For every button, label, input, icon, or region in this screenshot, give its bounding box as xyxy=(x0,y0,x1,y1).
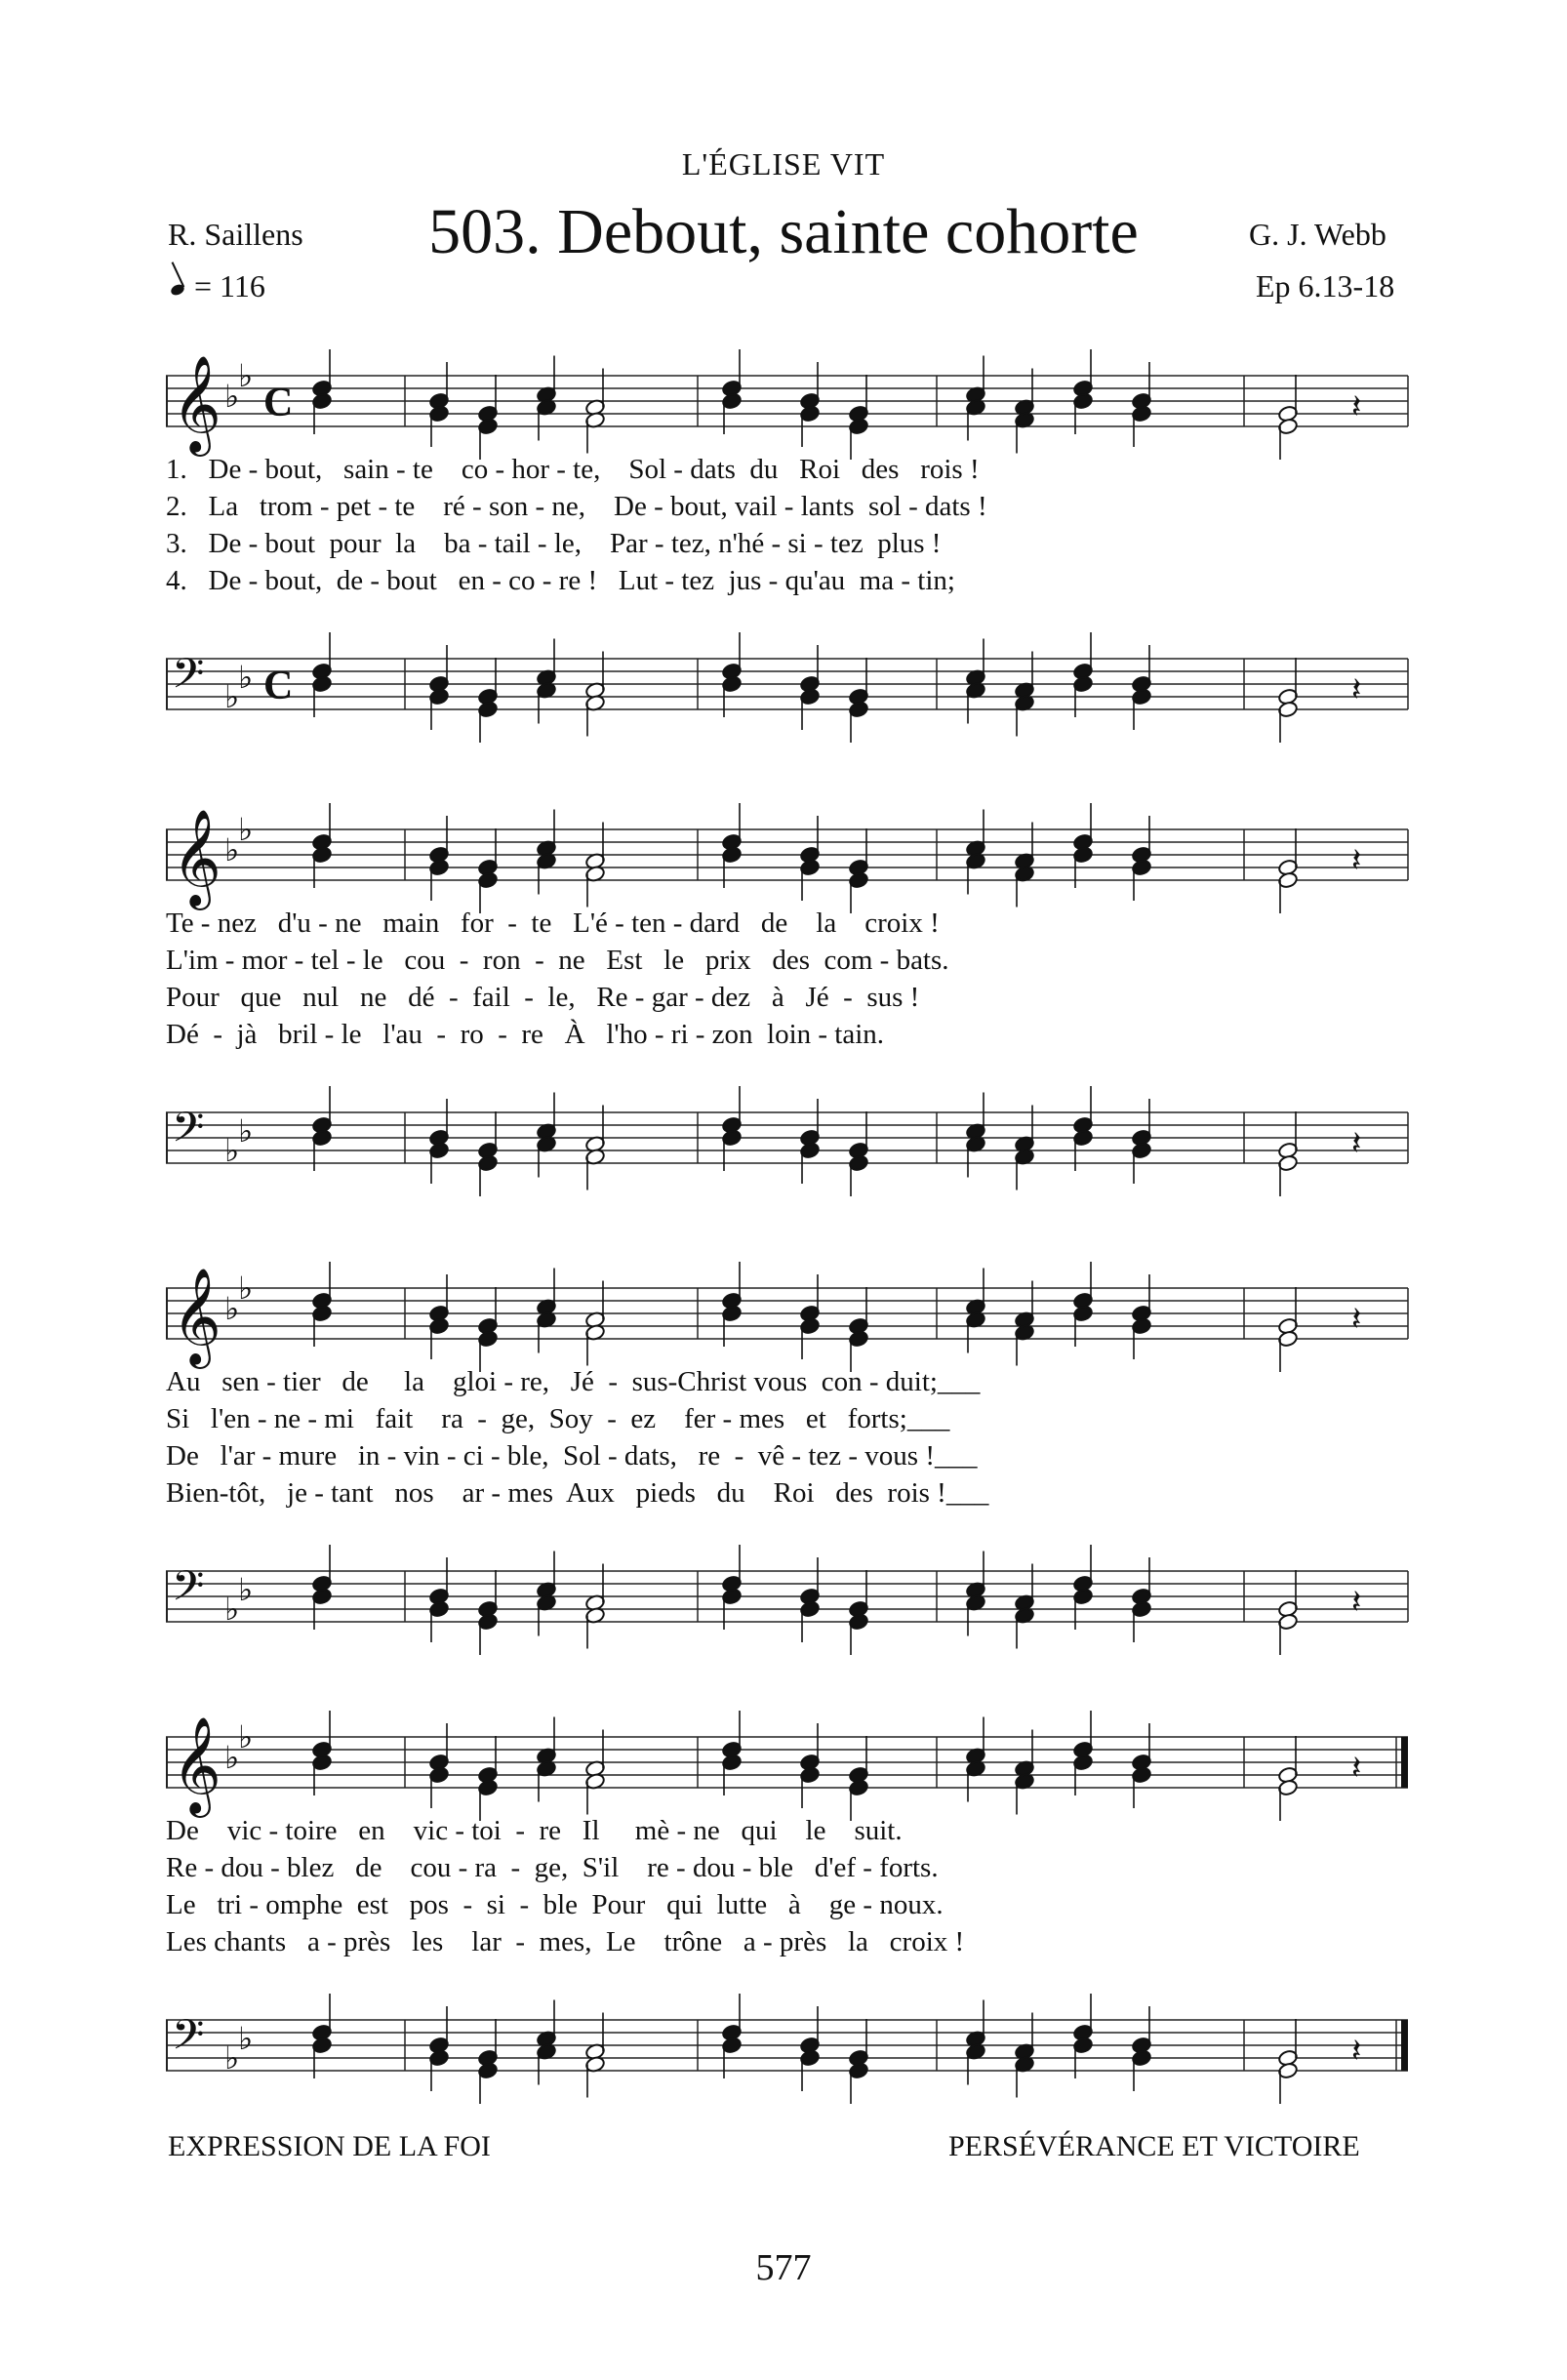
treble-clef-icon: 𝄞 xyxy=(172,809,221,907)
music-system-1 xyxy=(166,317,1410,727)
page-number: 577 xyxy=(755,2247,812,2288)
lyric-verse-2: Si l'en - ne - mi fait ra - ge, Soy - ez fer - mes et forts;___ xyxy=(166,1403,950,1434)
lyric-verse-1: De vic - toire en vic - toi - re Il mè - ne qui le suit. xyxy=(166,1815,903,1846)
final-barline xyxy=(1401,1737,1408,1788)
time-signature: C xyxy=(263,381,294,425)
flat-icon: ♭ xyxy=(238,1571,254,1608)
quarter-rest-icon: 𝄽 xyxy=(1351,1749,1362,1788)
flat-icon: ♭ xyxy=(224,1132,240,1169)
flat-icon: ♭ xyxy=(224,2039,240,2077)
lyric-verse-3: Le tri - omphe est pos - si - ble Pour qui lutte à ge - noux. xyxy=(166,1889,944,1920)
quarter-rest-icon: 𝄽 xyxy=(1351,670,1362,709)
flat-icon: ♭ xyxy=(224,678,240,715)
flat-icon: ♭ xyxy=(224,1739,240,1776)
flat-icon: ♭ xyxy=(238,2020,254,2057)
flat-icon: ♭ xyxy=(238,1270,254,1307)
bass-staff xyxy=(166,1073,1410,1200)
lyric-verse-3: De l'ar - mure in - vin - ci - ble, Sol - dats, re - vê - tez - vous !___ xyxy=(166,1440,978,1472)
bass-clef-icon: 𝄢 xyxy=(172,650,205,708)
scripture-reference: Ep 6.13-18 xyxy=(1256,268,1395,303)
lyric-verse-4: Bien-tôt, je - tant nos ar - mes Aux pieds du Roi des rois !___ xyxy=(166,1477,989,1509)
bass-clef-icon: 𝄢 xyxy=(172,2011,205,2070)
bass-staff xyxy=(166,1981,1410,2108)
treble-clef-icon: 𝄞 xyxy=(172,1716,221,1814)
treble-staff xyxy=(166,317,1410,473)
footer-category-right: PERSÉVÉRANCE ET VICTOIRE xyxy=(948,2130,1360,2162)
section-title: L'ÉGLISE VIT xyxy=(681,146,886,182)
music-system-2 xyxy=(166,771,1410,1190)
flat-icon: ♭ xyxy=(224,1591,240,1628)
quarter-rest-icon: 𝄽 xyxy=(1351,1300,1362,1339)
treble-staff xyxy=(166,1230,1410,1386)
music-system-4 xyxy=(166,1678,1410,2108)
flat-icon: ♭ xyxy=(238,659,254,696)
flat-icon: ♭ xyxy=(224,831,240,868)
lyric-verse-2: L'im - mor - tel - le cou - ron - ne Est le prix des com - bats. xyxy=(166,945,949,976)
quarter-rest-icon: 𝄽 xyxy=(1351,387,1362,426)
treble-clef-icon: 𝄞 xyxy=(172,1268,221,1365)
quarter-note-icon xyxy=(170,283,186,298)
lyric-verse-2: 2. La trom - pet - te ré - son - ne, De - bout, vail - lants sol - dats ! xyxy=(166,491,987,522)
final-barline xyxy=(1401,2020,1408,2071)
lyric-verse-3: 3. De - bout pour la ba - tail - le, Par - tez, n'hé - si - tez plus ! xyxy=(166,528,942,559)
flat-icon: ♭ xyxy=(224,1290,240,1327)
flat-icon: ♭ xyxy=(238,1112,254,1150)
lyric-verse-4: Les chants a - près les lar - mes, Le trône a - près la croix ! xyxy=(166,1926,965,1957)
time-signature: C xyxy=(263,664,294,708)
lyric-verse-1: 1. De - bout, sain - te co - hor - te, Sol - dats du Roi des rois ! xyxy=(166,454,980,485)
bass-staff xyxy=(166,620,1410,746)
tempo-value: = 116 xyxy=(194,268,265,303)
quarter-rest-icon: 𝄽 xyxy=(1351,2032,1362,2071)
treble-staff xyxy=(166,771,1410,927)
lyric-verse-1: Au sen - tier de la gloi - re, Jé - sus-Christ vous con - duit;___ xyxy=(166,1366,981,1397)
flat-icon: ♭ xyxy=(238,1718,254,1755)
lyric-verse-1: Te - nez d'u - ne main for - te L'é - ten - dard de la croix ! xyxy=(166,908,940,939)
tempo-marking xyxy=(171,268,265,304)
treble-clef-icon: 𝄞 xyxy=(172,355,221,453)
bass-clef-icon: 𝄢 xyxy=(172,1562,205,1621)
quarter-rest-icon: 𝄽 xyxy=(1351,1583,1362,1622)
composer: G. J. Webb xyxy=(1249,217,1386,252)
bass-staff xyxy=(166,1532,1410,1659)
bass-clef-icon: 𝄢 xyxy=(172,1104,205,1162)
treble-staff xyxy=(166,1678,1410,1835)
lyric-verse-3: Pour que nul ne dé - fail - le, Re - gar - dez à Jé - sus ! xyxy=(166,982,920,1013)
flat-icon: ♭ xyxy=(238,811,254,848)
footer-category-left: EXPRESSION DE LA FOI xyxy=(168,2130,491,2162)
flat-icon: ♭ xyxy=(224,378,240,415)
lyric-verse-4: 4. De - bout, de - bout en - co - re ! Lut - tez jus - qu'au ma - tin; xyxy=(166,565,955,596)
hymn-title: 503. Debout, sainte cohorte xyxy=(428,196,1139,267)
lyric-verse-4: Dé - jà bril - le l'au - ro - re À l'ho - ri - zon loin - tain. xyxy=(166,1019,885,1050)
lyric-verse-2: Re - dou - blez de cou - ra - ge, S'il re - dou - ble d'ef - forts. xyxy=(166,1852,939,1883)
quarter-rest-icon: 𝄽 xyxy=(1351,1124,1362,1163)
author: R. Saillens xyxy=(168,217,303,252)
flat-icon: ♭ xyxy=(238,357,254,394)
music-system-3 xyxy=(166,1230,1410,1649)
quarter-rest-icon: 𝄽 xyxy=(1351,841,1362,880)
